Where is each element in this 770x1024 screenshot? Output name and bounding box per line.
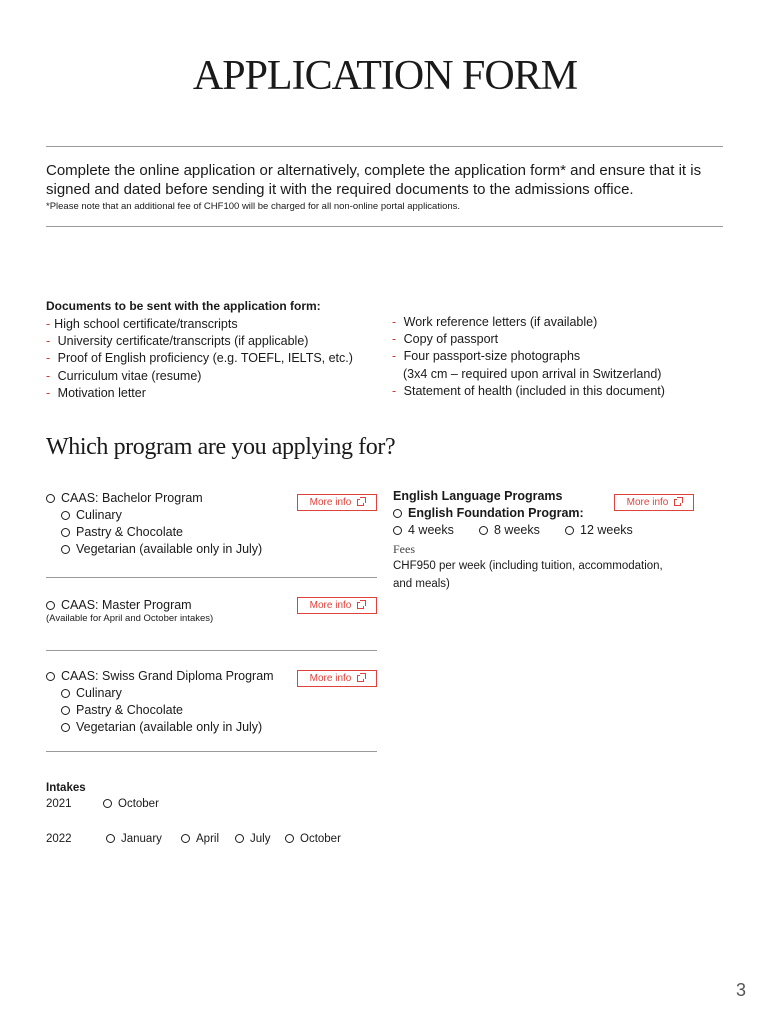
radio-circle-icon <box>103 799 112 808</box>
intake-2022-july[interactable]: July <box>235 833 270 845</box>
radio-circle-icon <box>61 545 70 554</box>
radio-circle-icon <box>61 528 70 537</box>
fees-heading: Fees <box>393 542 415 556</box>
program-question: Which program are you applying for? <box>46 434 396 460</box>
external-link-icon <box>357 675 364 682</box>
divider <box>46 751 377 752</box>
intakes-heading: Intakes <box>46 782 86 794</box>
more-info-button[interactable]: More info <box>614 494 694 511</box>
divider <box>46 226 723 227</box>
weeks-option-4[interactable]: 4 weeks <box>393 523 454 537</box>
radio-circle-icon <box>46 494 55 503</box>
radio-circle-icon <box>565 526 574 535</box>
documents-list-left <box>46 316 353 402</box>
list-item: - Work reference letters (if available) <box>392 315 598 329</box>
more-info-button[interactable]: More info <box>297 494 377 511</box>
more-info-button[interactable]: More info <box>297 670 377 687</box>
radio-circle-icon <box>181 834 190 843</box>
intake-year-2022: 2022 <box>46 833 72 845</box>
intake-2022-january[interactable]: January <box>106 833 162 845</box>
radio-circle-icon <box>61 689 70 698</box>
weeks-option-8[interactable]: 8 weeks <box>479 523 540 537</box>
intro-text: Complete the online application or alternatively, complete the application form* and ensure that it is signed and dated before sending it with the required documents to the admissions office. <box>46 162 702 198</box>
page-number: 3 <box>735 980 746 1000</box>
list-item: - Four passport-size photographs <box>392 349 581 364</box>
external-link-icon <box>357 602 364 609</box>
fees-text: and meals) <box>393 578 450 590</box>
radio-circle-icon <box>61 723 70 732</box>
bachelor-option-pastry[interactable]: Pastry & Chocolate <box>61 525 183 539</box>
documents-list-right <box>392 314 665 400</box>
radio-circle-icon <box>106 834 115 843</box>
list-item: - Statement of health (included in this document) <box>392 383 665 398</box>
external-link-icon <box>357 499 364 506</box>
swiss-option-culinary[interactable]: Culinary <box>61 686 122 700</box>
master-program-radio[interactable]: CAAS: Master Program <box>46 598 192 612</box>
radio-circle-icon <box>46 672 55 681</box>
master-program-note: (Available for April and October intakes) <box>46 613 214 624</box>
list-item: - Proof of English proficiency (e.g. TOEFL, IELTS, etc.) <box>46 351 353 366</box>
documents-heading: Documents to be sent with the application form: <box>46 299 321 313</box>
list-item: - Curriculum vitae (resume) <box>46 368 202 383</box>
radio-circle-icon <box>61 511 70 520</box>
external-link-icon <box>674 499 681 506</box>
fees-text: CHF950 per week (including tuition, accommodation, <box>393 560 663 572</box>
english-programs-heading: English Language Programs <box>393 489 563 503</box>
list-item: - Motivation letter <box>46 385 146 400</box>
bachelor-option-culinary[interactable]: Culinary <box>61 508 122 522</box>
intake-year-2021: 2021 <box>46 798 72 810</box>
swiss-program-radio[interactable]: CAAS: Swiss Grand Diploma Program <box>46 669 274 683</box>
radio-circle-icon <box>393 526 402 535</box>
list-item: - Copy of passport <box>392 332 499 347</box>
swiss-option-pastry[interactable]: Pastry & Chocolate <box>61 703 183 717</box>
swiss-option-vegetarian[interactable]: Vegetarian (available only in July) <box>61 720 262 734</box>
more-info-button[interactable]: More info <box>297 597 377 614</box>
divider <box>46 146 723 147</box>
intake-2022-october[interactable]: October <box>285 833 341 845</box>
page-title: APPLICATION FORM <box>192 53 578 99</box>
radio-circle-icon <box>479 526 488 535</box>
weeks-option-12[interactable]: 12 weeks <box>565 523 633 537</box>
radio-circle-icon <box>393 509 402 518</box>
divider <box>46 577 377 578</box>
intake-2021-october[interactable]: October <box>103 798 159 810</box>
bachelor-option-vegetarian[interactable]: Vegetarian (available only in July) <box>61 542 262 556</box>
intake-2022-april[interactable]: April <box>181 833 219 845</box>
radio-circle-icon <box>285 834 294 843</box>
radio-circle-icon <box>46 601 55 610</box>
radio-circle-icon <box>235 834 244 843</box>
bachelor-program-radio[interactable]: CAAS: Bachelor Program <box>46 491 203 505</box>
divider <box>46 650 377 651</box>
list-item: - University certificate/transcripts (if applicable) <box>46 334 309 349</box>
fee-note: *Please note that an additional fee of CHF100 will be charged for all non-online portal applications. <box>46 201 461 212</box>
list-item: (3x4 cm – required upon arrival in Switzerland) <box>403 366 662 381</box>
list-item: - High school certificate/transcripts <box>46 317 238 331</box>
radio-circle-icon <box>61 706 70 715</box>
english-foundation-radio[interactable]: English Foundation Program: <box>393 506 584 520</box>
